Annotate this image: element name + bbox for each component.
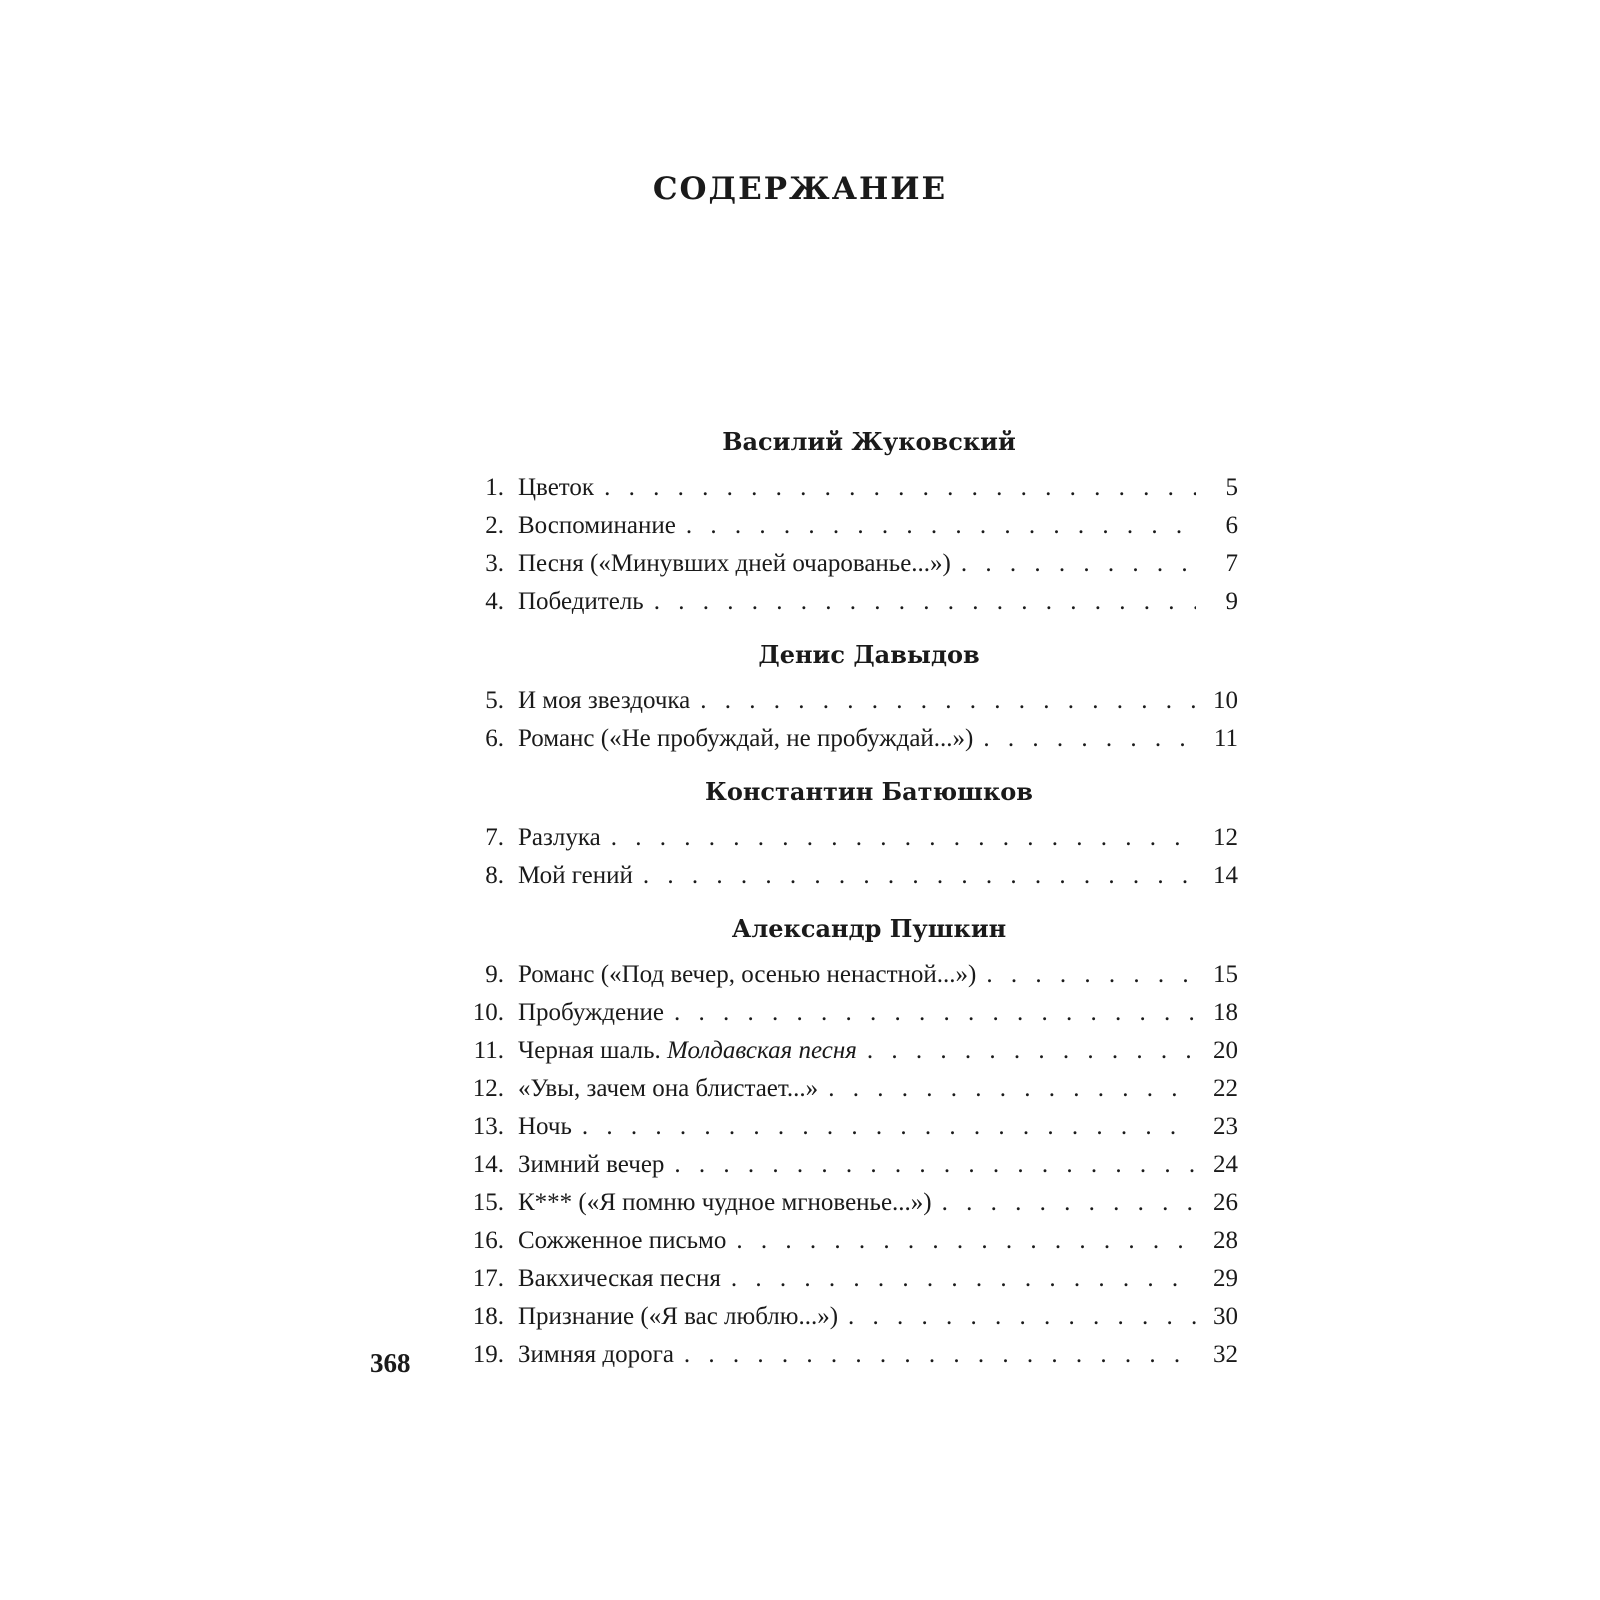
entry-page-number: 7: [1225, 550, 1238, 577]
entry-number: 9.: [485, 961, 504, 988]
toc-section: [460, 638, 1238, 758]
entry-title-text: Песня («Минувших дней очарованье...»): [518, 550, 951, 577]
entry-title: [518, 1260, 721, 1298]
dot-leader: [604, 469, 1196, 507]
entry-title-text: «Увы, зачем она блистает...»: [518, 1075, 819, 1102]
entry-list: [460, 469, 1238, 621]
toc-entry: [460, 994, 1238, 1032]
entry-number: 8.: [485, 862, 504, 889]
dot-leader: [582, 1108, 1196, 1146]
toc-section: [460, 912, 1238, 1374]
entry-page-number: 9: [1225, 588, 1238, 615]
entry-list: [460, 819, 1238, 895]
dot-leader: [684, 1336, 1196, 1374]
entry-number: 5.: [485, 687, 504, 714]
author-heading: Александр Пушкин: [731, 914, 1007, 943]
entry-number: 15.: [472, 1189, 504, 1216]
toc-entry: [460, 1070, 1238, 1108]
entry-number: 19.: [472, 1341, 504, 1368]
dot-leader: [654, 583, 1196, 621]
entry-title-text: К*** («Я помню чудное мгновенье...»): [518, 1189, 932, 1216]
dot-leader: [848, 1298, 1196, 1336]
dot-leader: [643, 857, 1196, 895]
toc-entry: [460, 682, 1238, 720]
dot-leader: [686, 507, 1196, 545]
entry-title: [518, 994, 664, 1032]
entry-page-number: 24: [1213, 1151, 1238, 1178]
entry-title-text: Романс («Под вечер, осенью ненастной...»): [518, 961, 977, 988]
entry-page-number: 10: [1213, 687, 1238, 714]
entry-page-number: 6: [1225, 512, 1238, 539]
entry-title: [518, 819, 601, 857]
entry-page-number: 30: [1213, 1303, 1238, 1330]
entry-title: [518, 857, 633, 895]
toc-entry: [460, 1146, 1238, 1184]
toc-entry: [460, 1336, 1238, 1374]
dot-leader: [961, 545, 1196, 583]
entry-page-number: 32: [1213, 1341, 1238, 1368]
entry-subtitle: Молдавская песня: [667, 1037, 857, 1064]
dot-leader: [828, 1070, 1196, 1108]
entry-number: 13.: [472, 1113, 504, 1140]
toc-entry: [460, 469, 1238, 507]
entry-number: 2.: [485, 512, 504, 539]
entry-title-text: Воспоминание: [518, 512, 676, 539]
entry-page-number: 26: [1213, 1189, 1238, 1216]
entry-title-text: Победитель: [518, 588, 644, 615]
entry-page-number: 11: [1213, 725, 1238, 752]
entry-title-text: Зимняя дорога: [518, 1341, 674, 1368]
dot-leader: [942, 1184, 1196, 1222]
toc-entry: [460, 1298, 1238, 1336]
toc-entry: [460, 545, 1238, 583]
toc-entry: [460, 1032, 1238, 1070]
table-of-contents: [460, 425, 1238, 1374]
entry-number: 11.: [473, 1037, 504, 1064]
dot-leader: [674, 994, 1196, 1032]
entry-page-number: 28: [1213, 1227, 1238, 1254]
author-heading: Денис Давыдов: [758, 640, 980, 669]
entry-number: 7.: [485, 824, 504, 851]
entry-number: 12.: [472, 1075, 504, 1102]
entry-title-text: Признание («Я вас люблю...»): [518, 1303, 839, 1330]
entry-number: 18.: [472, 1303, 504, 1330]
entry-page-number: 5: [1225, 474, 1238, 501]
dot-leader: [867, 1032, 1196, 1070]
toc-entry: [460, 1222, 1238, 1260]
entry-title-text: Зимний вечер: [518, 1151, 665, 1178]
entry-title: [518, 545, 951, 583]
entry-title: [518, 469, 594, 507]
entry-number: 4.: [485, 588, 504, 615]
entry-title: [518, 1146, 664, 1184]
entry-title-text: Ночь: [518, 1113, 572, 1140]
entry-title: [518, 682, 690, 720]
entry-title-text: Мой гений: [518, 862, 633, 889]
entry-title: [518, 583, 644, 621]
page-title: СОДЕРЖАНИЕ: [652, 170, 948, 207]
toc-entry: [460, 583, 1238, 621]
entry-number: 16.: [472, 1227, 504, 1254]
entry-number: 17.: [472, 1265, 504, 1292]
entry-page-number: 18: [1213, 999, 1238, 1026]
entry-number: 3.: [485, 550, 504, 577]
entry-title: [518, 1298, 838, 1336]
dot-leader: [986, 956, 1196, 994]
dot-leader: [700, 682, 1196, 720]
entry-number: 10.: [472, 999, 504, 1026]
toc-section: [460, 775, 1238, 895]
dot-leader: [674, 1146, 1196, 1184]
toc-entry: [460, 1184, 1238, 1222]
toc-section: [460, 425, 1238, 621]
entry-page-number: 23: [1213, 1113, 1238, 1140]
toc-entry: [460, 1260, 1238, 1298]
entry-title: [518, 720, 973, 758]
entry-title-text: Романс («Не пробуждай, не пробуждай...»): [518, 725, 974, 752]
entry-list: [460, 956, 1238, 1374]
entry-title-text: Цветок: [518, 474, 595, 501]
entry-title: [518, 507, 676, 545]
toc-entry: [460, 956, 1238, 994]
entry-page-number: 15: [1213, 961, 1238, 988]
entry-number: 1.: [485, 474, 504, 501]
toc-entry: [460, 819, 1238, 857]
entry-title-text: Пробуждение: [518, 999, 664, 1026]
author-heading: Константин Батюшков: [705, 777, 1033, 806]
dot-leader: [731, 1260, 1196, 1298]
dot-leader: [736, 1222, 1196, 1260]
entry-title-text: Сожженное письмо: [518, 1227, 727, 1254]
entry-number: 6.: [485, 725, 504, 752]
entry-list: [460, 682, 1238, 758]
entry-title: [518, 1032, 857, 1070]
entry-title-text: Разлука: [518, 824, 601, 851]
entry-title: [518, 1184, 932, 1222]
toc-entry: [460, 857, 1238, 895]
entry-title: [518, 1336, 674, 1374]
entry-title-text: Черная шаль.: [518, 1037, 661, 1064]
page-number: 368: [370, 1348, 411, 1378]
entry-title: [518, 1222, 726, 1260]
entry-page-number: 12: [1213, 824, 1238, 851]
entry-page-number: 20: [1213, 1037, 1238, 1064]
entry-page-number: 29: [1213, 1265, 1238, 1292]
toc-entry: [460, 720, 1238, 758]
dot-leader: [611, 819, 1196, 857]
author-heading: Василий Жуковский: [722, 427, 1016, 456]
entry-number: 14.: [472, 1151, 504, 1178]
entry-title-text: Вакхическая песня: [518, 1265, 721, 1292]
entry-page-number: 14: [1213, 862, 1238, 889]
dot-leader: [983, 720, 1196, 758]
entry-page-number: 22: [1213, 1075, 1238, 1102]
entry-title: [518, 956, 976, 994]
entry-title: [518, 1108, 572, 1146]
toc-entry: [460, 1108, 1238, 1146]
entry-title-text: И моя звездочка: [518, 687, 691, 714]
toc-entry: [460, 507, 1238, 545]
entry-title: [518, 1070, 818, 1108]
